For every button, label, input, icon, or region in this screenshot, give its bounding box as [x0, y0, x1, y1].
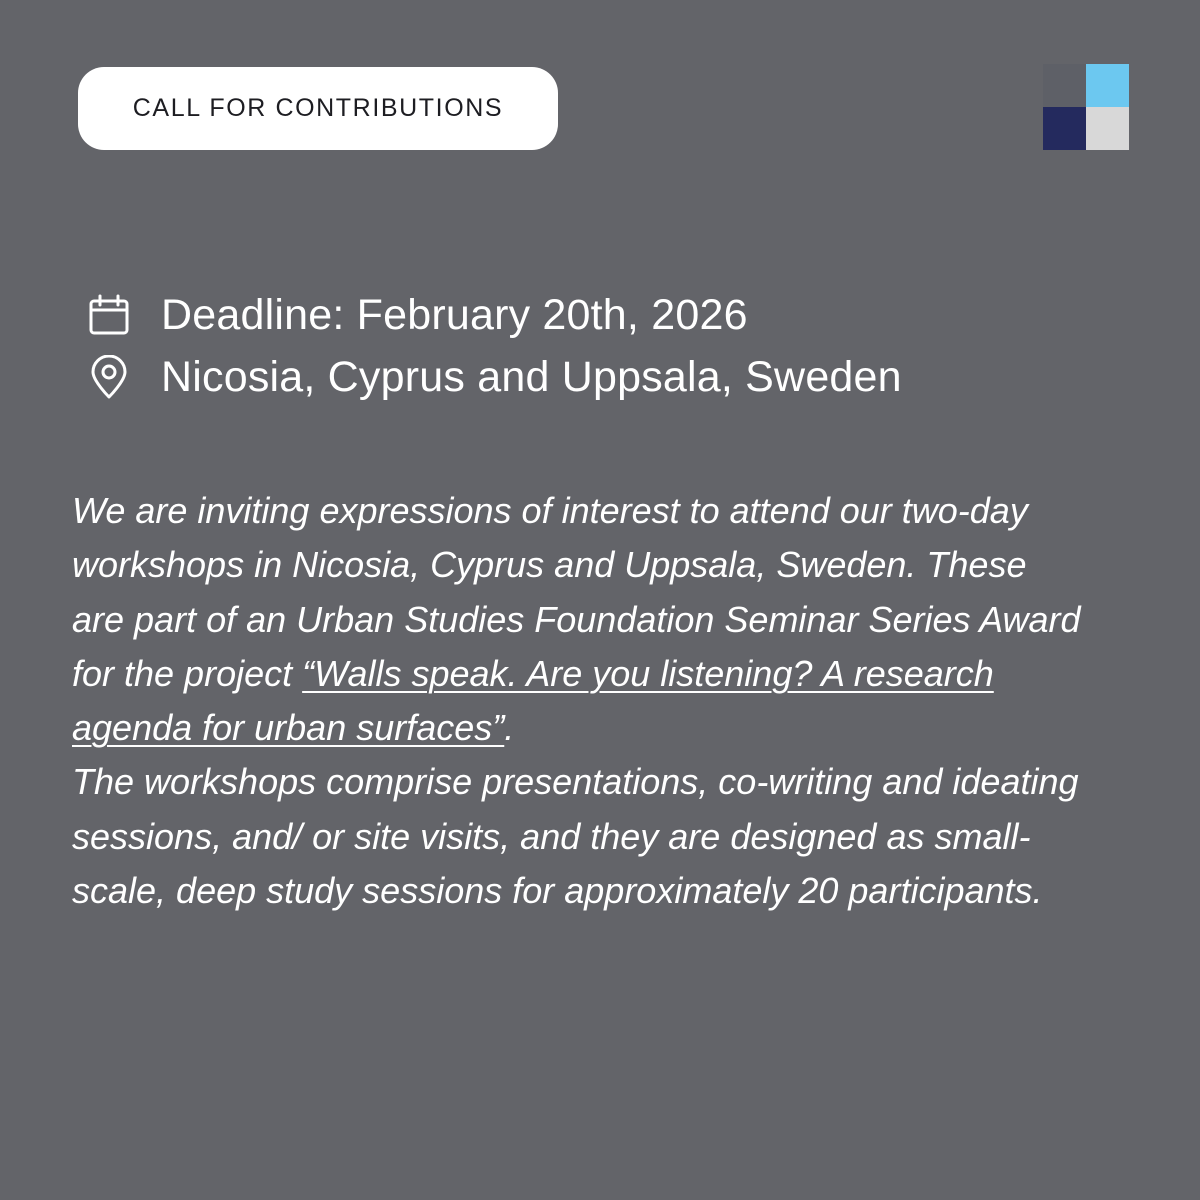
- location-row: [88, 346, 902, 408]
- logo-square-bottom-right: [1086, 107, 1129, 150]
- logo-square-top-left: [1043, 64, 1086, 107]
- logo-square-top-right: [1086, 64, 1129, 107]
- description-details: The workshops comprise presentations, co-writing and ideating sessions, and/ or site visits, and they are designed as small-scale, deep study sessions for approximately 20 participants.: [72, 761, 1079, 912]
- logo-square-bottom-left: [1043, 107, 1086, 150]
- location-text: Nicosia, Cyprus and Uppsala, Sweden: [161, 352, 902, 401]
- description-intro-paragraph: [72, 484, 1082, 755]
- deadline-text: Deadline: February 20th, 2026: [161, 290, 748, 339]
- deadline-row: [88, 284, 748, 346]
- description-intro: We are inviting expressions of interest to attend our two-day workshops in Nicosia, Cyprus and Uppsala, Sweden. These are part of an Urban Studies Foundation Seminar Series Award for the project: [72, 490, 1081, 694]
- project-title: “Walls speak. Are you listening? A research agenda for urban surfaces”: [72, 652, 994, 749]
- description: [72, 484, 1082, 918]
- calendar-icon: [88, 293, 130, 337]
- call-for-contributions-badge: [78, 67, 558, 150]
- description-intro-end: .: [504, 707, 515, 749]
- brand-logo: [1043, 64, 1129, 150]
- map-pin-icon: [88, 355, 130, 399]
- badge-label: CALL FOR CONTRIBUTIONS: [132, 94, 504, 122]
